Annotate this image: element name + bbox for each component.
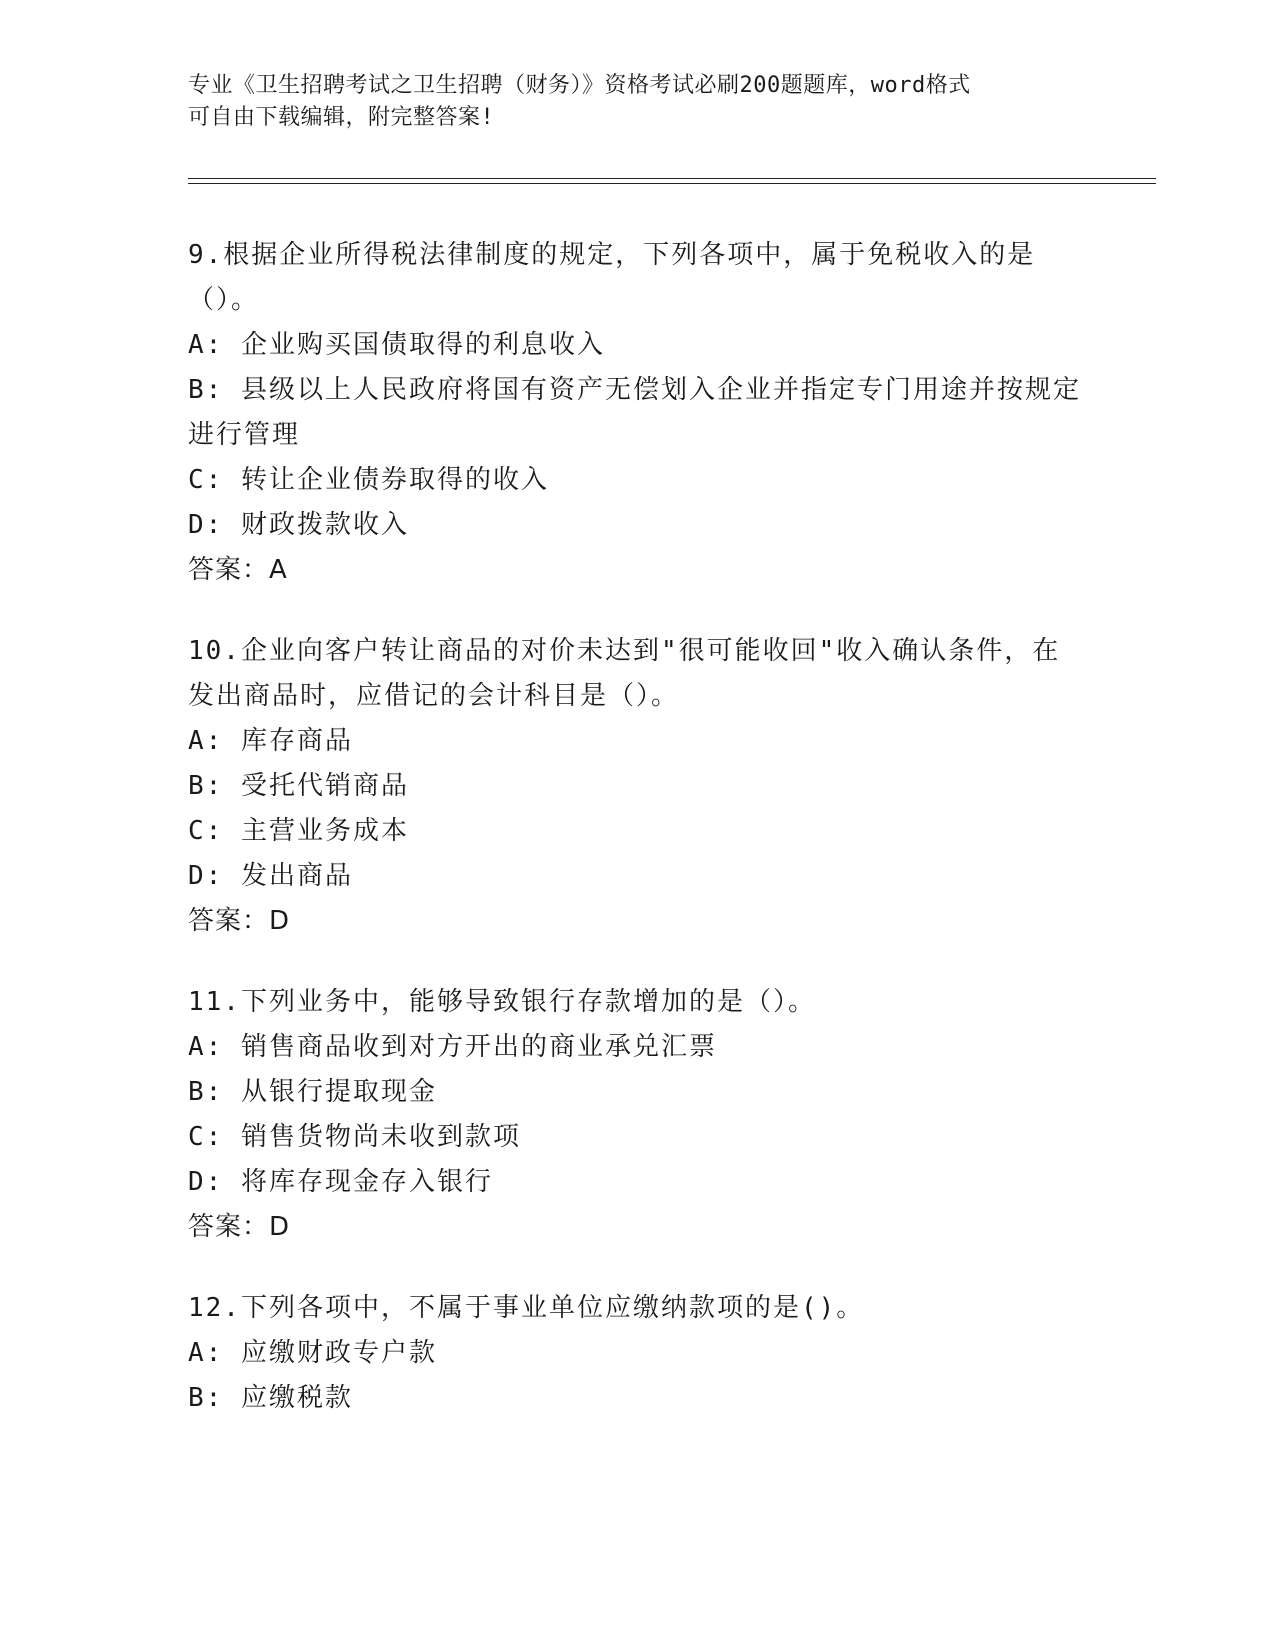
question-text: 12.下列各项中，不属于事业单位应缴纳款项的是()。 [188,1293,865,1323]
option-a: A: 销售商品收到对方开出的商业承兑汇票 [188,1032,717,1062]
question-10 [188,629,1088,944]
option-d: D: 将库存现金存入银行 [188,1167,493,1197]
question-text: 11.下列业务中，能够导致银行存款增加的是（）。 [188,987,816,1017]
option-a: A: 应缴财政专户款 [188,1338,437,1368]
header-divider-top [188,178,1156,179]
header-line-2: 可自由下载编辑，附完整答案! [188,105,495,130]
question-text: 9.根据企业所得税法律制度的规定，下列各项中，属于免税收入的是（）。 [188,240,1036,315]
question-text: 10.企业向客户转让商品的对价未达到"很可能收回"收入确认条件，在发出商品时，应借记的会计科目是（）。 [188,636,1061,711]
option-c: C: 主营业务成本 [188,816,409,846]
option-a: A: 企业购买国债取得的利息收入 [188,330,605,360]
answer: 答案：D [188,1212,291,1242]
document-header [188,70,1068,134]
answer: 答案：D [188,906,291,936]
option-a: A: 库存商品 [188,726,353,756]
option-d: D: 财政拨款收入 [188,510,409,540]
option-b: B: 县级以上人民政府将国有资产无偿划入企业并指定专门用途并按规定进行管理 [188,375,1081,450]
question-list [188,233,1088,1457]
option-b: B: 受托代销商品 [188,771,409,801]
answer: 答案：A [188,555,288,585]
option-d: D: 发出商品 [188,861,353,891]
question-9 [188,233,1088,593]
question-11 [188,980,1088,1250]
option-c: C: 转让企业债券取得的收入 [188,465,549,495]
header-divider-bottom [188,183,1156,184]
option-b: B: 应缴税款 [188,1383,353,1413]
header-line-1: 专业《卫生招聘考试之卫生招聘（财务）》资格考试必刷200题题库，word格式 [188,73,971,98]
question-12 [188,1286,1088,1421]
option-b: B: 从银行提取现金 [188,1077,437,1107]
option-c: C: 销售货物尚未收到款项 [188,1122,521,1152]
